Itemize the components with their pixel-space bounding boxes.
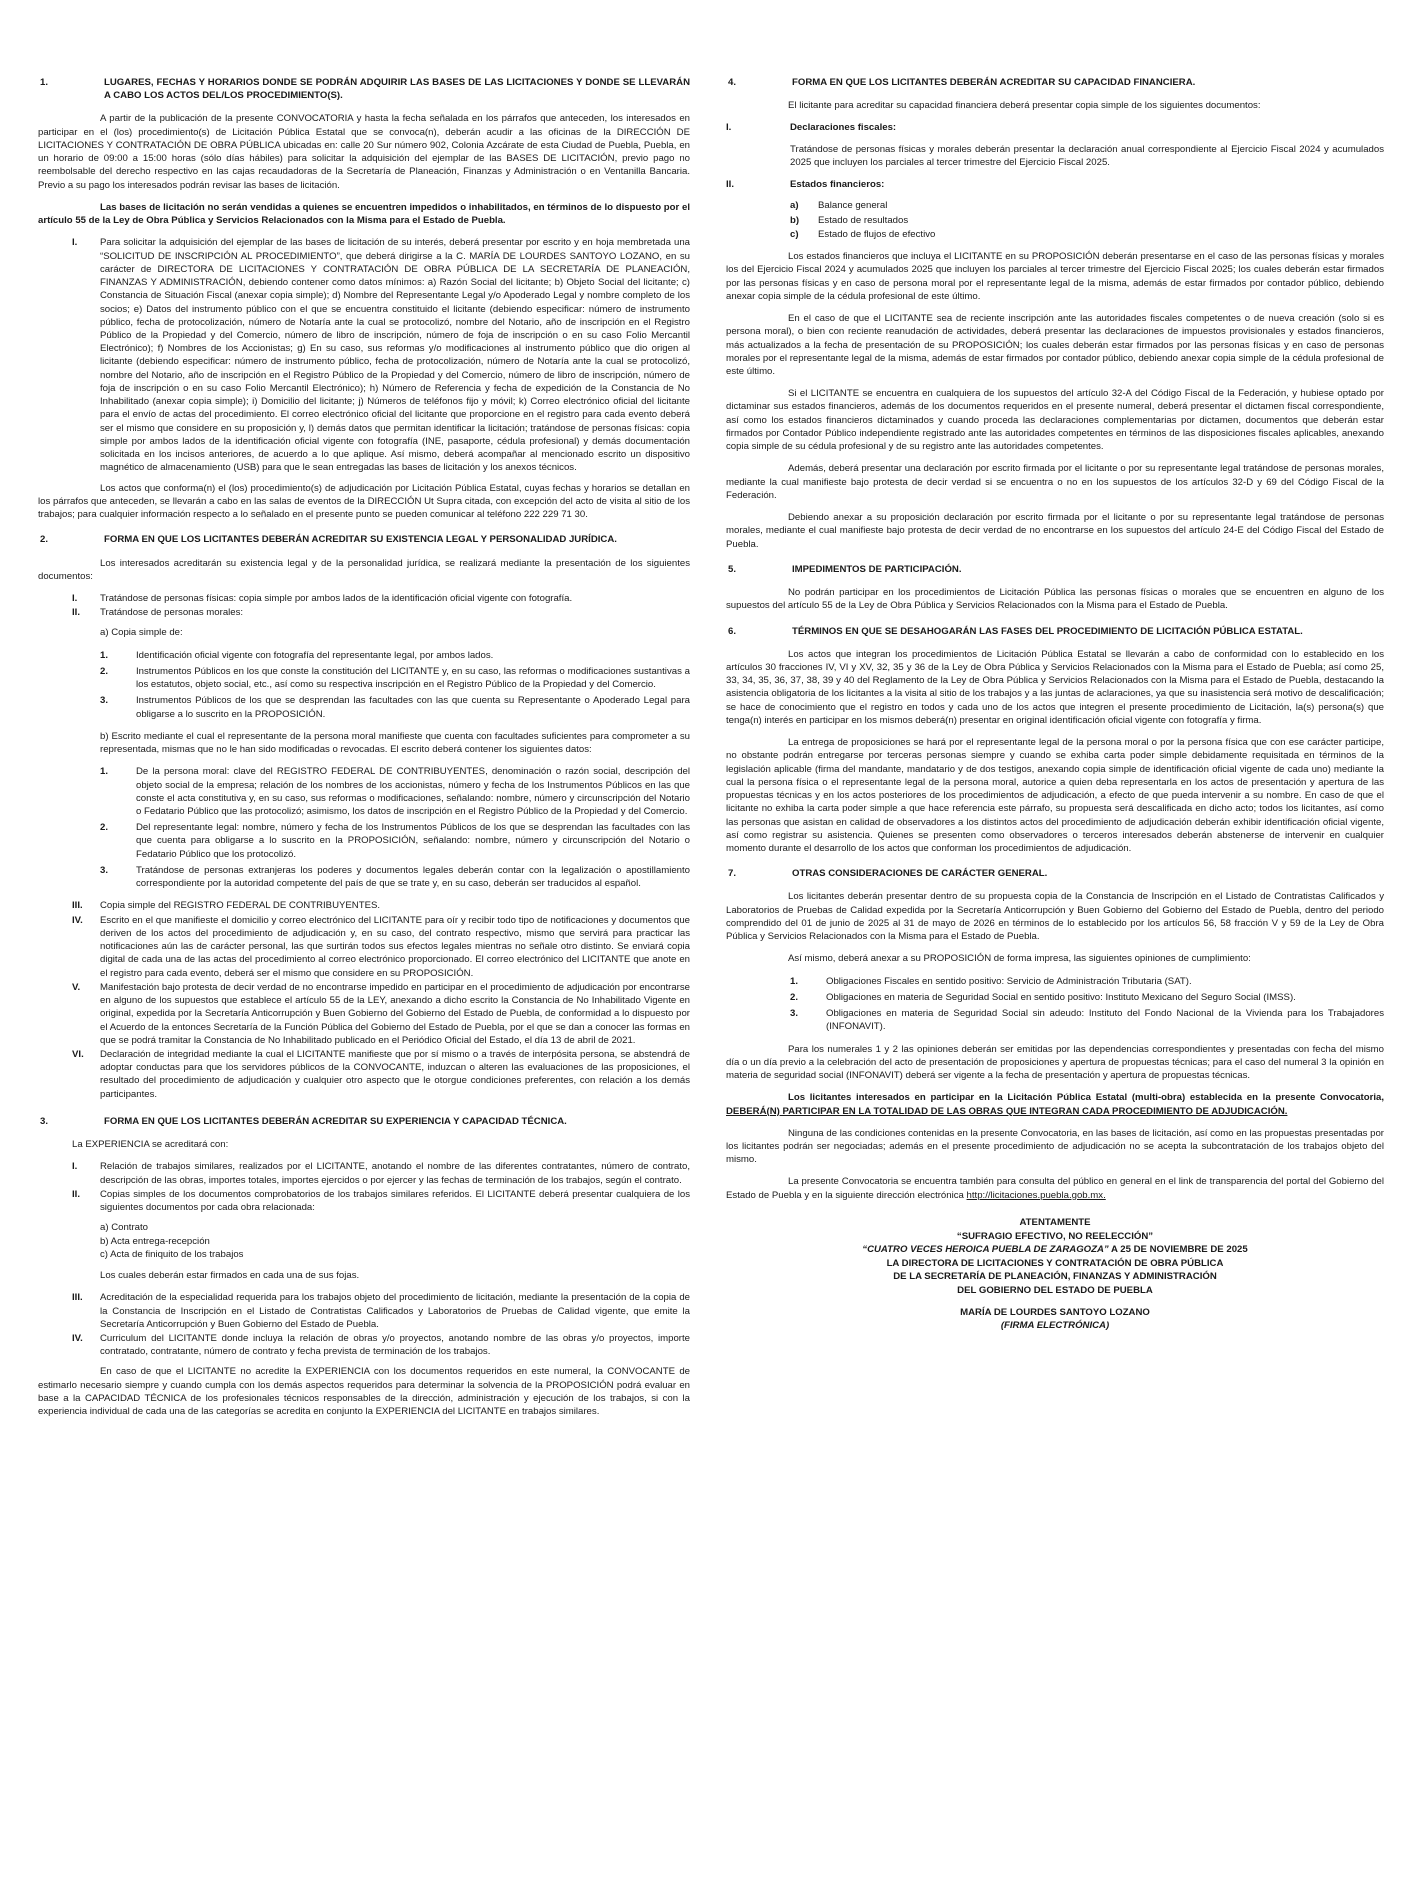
section-7-paragraph-4: Los licitantes interesados en participar en la Licitación Pública Estatal (multi-obra) establecida en la presente Convocatoria, DEBERÁ(N) PARTICIPAR EN LA TOTALIDAD DE LAS OBRAS QUE INTEGRAN CADA PROCEDIMIENTO DE ADJUDICACIÓN.	[726, 1092, 1384, 1117]
section-7-paragraph-3: Para los numerales 1 y 2 las opiniones deberán ser emitidas por las dependencias correspondientes y presentadas con fecha del mismo día o un día previo a la celebración del acto de presentación de proposiciones y apertura de propuestas técnicas; para el caso del numeral 3 la opinión en materia de seguridad social (INFONAVIT) deberá ser vigente a la fecha de presentación y apertura de propuestas técnicas.	[726, 1043, 1384, 1082]
sign-place-date: “CUATRO VECES HEROICA PUEBLA DE ZARAGOZA” A 25 DE NOVIEMBRE DE 2025	[862, 1244, 1248, 1256]
section-2-intro: Los interesados acreditarán su existencia legal y de la personalidad jurídica, se realizará mediante la presentación de los siguientes documentos:	[38, 557, 690, 582]
section-2-item-ii: II. Tratándose de personas morales:	[72, 607, 244, 619]
section-3-intro: La EXPERIENCIA se acreditará con:	[72, 1139, 229, 1151]
section-1-item-i: I. Para solicitar la adquisición del ejemplar de las bases de licitación de su interés, deberá presentar por escrito y en hoja membretada una “SOLICITUD DE INSCRIPCIÓN AL PROCEDIMIENTO”, que deberá dirigirse a la C. MARÍA DE LOURDES SANTOYO LOZANO, en su carácter de DIRECTORA DE LICITACIONES Y CONTRATACIÓN DE OBRA PÚBLICA DE LA SECRETARÍA DE PLANEACIÓN, FINANZAS Y ADMINISTRACIÓN, debiendo contener como datos mínimos: a) Razón Social del licitante; b) Objeto Social del licitante; c) Constancia de Situación Fiscal (anexar copia simple); d) Nombre del Representante Legal y/o Apoderado Legal y nombre completo de los socios; e) Datos del instrumento público con el que se encuentra constituido el licitante (debiendo especificar: número de instrumento público, fecha de protocolización, número de Notaría ante la cual se protocolizó, nombre del Notario, año de inscripción en el Registro Público de la Propiedad y del Comercio, número de libro de inscripción, número de foja de inscripción o en su caso Folio Mercantil Electrónico); f) Nombres de los Accionistas; g) En su caso, sus reformas y/o modificaciones al instrumento público que dio origen al licitante (debiendo especificar: número de instrumento público, fecha de protocolización, número de Notaría ante la cual se protocolizó, nombre del Notario, año de inscripción en el Registro Público de la Propiedad y del Comercio, número de libro de inscripción, número de foja de inscripción o en su caso Folio Mercantil Electrónico); h) Número de Referencia y fecha de expedición de la Constancia de No Inhabilitado (anexar copia simple); i) Domicilio del licitante; j) Números de teléfonos fijo y móvil; k) Correo electrónico oficial del licitante para el envío de actas del procedimiento. El correo electrónico oficial del licitante que proporcione en el registro para cada evento deberá ser el mismo que considere en su proposición y, l) demás datos que permitan identificar la licitación; tratándose de personas físicas: copia simple por ambos lados de la identificación oficial vigente con fotografía (INE, pasaporte, cédula profesional) y demás documentación solicitada en los incisos anteriores, de acuerdo a lo que aplique. Así mismo, deberá acompañar al mencionado escrito un dispositivo magnético de almacenamiento (USB) para que le sean entregadas las bases de licitación y los anexos técnicos.	[72, 237, 690, 474]
section-2-item-vi: VI. Declaración de integridad mediante la cual el LICITANTE manifieste que por sí mismo o a través de interpósita persona, se abstendrá de adoptar conductas para que los servidores públicos de la CONVOCANTE, induzcan o alteren las evaluaciones de las proposiciones, el resultado del procedimiento de adjudicación y cualquier otro aspecto que le otorgue condiciones preferentes, con relación a los demás participantes.	[72, 1049, 690, 1100]
section-2-b-item-1: 1. De la persona moral: clave del REGISTRO FEDERAL DE CONTRIBUYENTES, denominación o razón social, descripción del objeto social de la empresa; relación de los nombres de los accionistas, número y fecha de los Instrumentos Públicos en las que conste el acta constitutiva y, en su caso, sus reformas o modificaciones, señalando: nombre, número y circunscripción del Notario o Fedatario Público que las protocolizó; asimismo, los datos de inscripción en el Registro Público de la Propiedad y del Comercio.	[100, 766, 690, 818]
section-7-paragraph-2: Así mismo, deberá anexar a su PROPOSICIÓN de forma impresa, las siguientes opiniones de cumplimiento:	[788, 953, 1251, 965]
sign-name: MARÍA DE LOURDES SANTOYO LOZANO	[960, 1306, 1150, 1318]
section-4-paragraph-3: Si el LICITANTE se encuentra en cualquiera de los supuestos del artículo 32-A del Código Fiscal de la Federación, y hubiese optado por dictaminar sus estados financieros, además de los documentos requeridos en el presente numeral, deberá presentar el dictamen fiscal correspondiente, así como los estados financieros dictaminados y cuando proceda las declaraciones complementarias por dictamen, documentos que deberán estar firmados por Contador Público independiente registrado ante las autoridades competentes en términos de las disposiciones fiscales aplicables, anexando copia simple de su cédula profesional y de su registro ante las autoridades competentes.	[726, 388, 1384, 453]
section-2-a-title: a) Copia simple de:	[100, 627, 183, 639]
section-3-item-iv: IV. Curriculum del LICITANTE donde incluya la relación de obras y/o proyectos, anotando nombre de las obras y/o proyectos, importe contratado, contratante, número de contrato y fecha prevista de terminación de los trabajos.	[72, 1332, 690, 1358]
sign-atentamente: ATENTAMENTE	[1019, 1216, 1091, 1228]
section-4-item-ii-title: II. Estados financieros:	[726, 179, 885, 191]
section-4-paragraph-1: Los estados financieros que incluya el LICITANTE en su PROPOSICIÓN deberán presentarse en el caso de las personas físicas y morales los del Ejercicio Fiscal 2024 y acumulados 2025 que incluyen los parciales al tercer trimestre del Ejercicio Fiscal 2025; los cuales deberán estar firmados por las personas físicas y en caso de persona moral por el representante legal de la misma, además de estar firmados por contador público, debiendo anexar copia simple de la cédula profesional de este último.	[726, 251, 1384, 302]
section-2-b-item-2: 2. Del representante legal: nombre, número y fecha de los Instrumentos Públicos de los que se desprendan las facultades con las que cuenta para obligarse a lo suscrito en la PROPOSICIÓN, señalando: nombre, número y circunscripción del Notario o Fedatario Público que los protocolizó.	[100, 822, 690, 860]
section-6-paragraph-2: La entrega de proposiciones se hará por el representante legal de la persona moral o por la persona física que con ese carácter participe, no obstante podrán entregarse por terceras personas siempre y cuando se exhiba carta poder simple debidamente requisitada en términos de la legislación aplicable (firma del mandante, mandatario y de dos testigos, anexando copia simple de identificación oficial vigente de cada uno) mediante la cual la persona física o el representante legal de la persona moral, autorice a quien deba representarla en los actos de presentación y apertura de las propuestas técnicas y en los actos posteriores de los procedimientos de adjudicación, a efecto de que pueda intervenir a su nombre. En caso de que el licitante no exhiba la carta poder simple a que hace referencia este párrafo, su propuesta será descalificada en dicho acto; todos los licitantes, así como las personas que asistan en calidad de observadores a los distintos actos del procedimiento de adjudicación deberán exhibir identificación oficial vigente, así como registrar su asistencia. Quienes se presenten como observadores o terceros interesados deberán abstenerse de intervenir en cualquier momento durante el desarrollo de los actos que conforman los procedimientos de adjudicación.	[726, 737, 1384, 855]
section-3-doc-b: b) Acta entrega-recepción	[100, 1235, 210, 1247]
section-7-heading: 7. OTRAS CONSIDERACIONES DE CARÁCTER GENERAL.	[728, 868, 1048, 880]
section-3-closing: En caso de que el LICITANTE no acredite la EXPERIENCIA con los documentos requeridos en este numeral, la CONVOCANTE de estimarlo necesario siempre y cuando cumpla con los demás aspectos requeridos para determinar la solvencia de la PROPOSICIÓN podrá evaluar en base a la CAPACIDAD TÉCNICA de los profesionales técnicos responsables de la dirección, administración y ejecución de los trabajos, si con la experiencia individual de cada una de las categorías se acredita en conjunto la EXPERIENCIA del LICITANTE en trabajos similares.	[38, 1366, 690, 1418]
statement-b: Estado de resultados	[818, 214, 909, 226]
section-2-a-item-3: 3. Instrumentos Públicos de los que se desprendan las facultades con las que cuenta su Representante o Apoderado Legal para obligarse a lo suscrito en la PROPOSICIÓN.	[100, 695, 690, 720]
section-3-doc-c: c) Acta de finiquito de los trabajos	[100, 1248, 244, 1260]
opinion-2: Obligaciones en materia de Seguridad Social en sentido positivo: Instituto Mexicano del Seguro Social (IMSS).	[826, 991, 1296, 1003]
section-3-documents	[38, 1221, 690, 1261]
section-4-financial-statements: a) Balance general b) Estado de resultados c) Estado de flujos de efectivo	[726, 199, 1384, 241]
section-2-b-item-3: 3. Tratándose de personas extranjeras los poderes y documentos legales deberán contar con la legalización o apostillamiento correspondiente por la autoridad competente del país de que se trate y, en su caso, deberán ser traducidos al español.	[100, 864, 690, 890]
signature-block	[726, 1216, 1384, 1333]
section-4-paragraph-4: Además, deberá presentar una declaración por escrito firmada por el licitante o por su representante legal tratándose de personas morales, mediante la cual manifieste bajo protesta de decir verdad si se encuentra o no en los supuestos de los artículos 32-D y 69 del Código Fiscal de la Federación.	[726, 463, 1384, 501]
section-4-paragraph-5: Debiendo anexar a su proposición declaración por escrito firmada por el licitante o por su representante legal tratándose de personas morales, mediante el cual manifieste bajo protesta de decir verdad de no encontrarse en los supuestos del artículo 24-E del Código Fiscal del Estado de Puebla.	[726, 512, 1384, 550]
section-1-paragraph-1: A partir de la publicación de la presente CONVOCATORIA y hasta la fecha señalada en los párrafos que anteceden, los interesados en participar en el (los) procedimiento(s) de Licitación Pública Estatal que se convoca(n), deberán acudir a las oficinas de la DIRECCIÓN DE LICITACIONES Y CONTRATACIÓN DE OBRA PÚBLICA ubicadas en: calle 20 Sur número 902, Colonia Azcárate de esta Ciudad de Puebla, Puebla, en un horario de 09:00 a 15:00 horas (sólo días hábiles) para solicitar la adquisición del ejemplar de las BASES DE LICITACIÓN, previo pago no reembolsable del derecho respectivo en las cajas recaudadoras de la Secretaría de Planeación, Finanzas y Administración o en Ventanilla Bancaria. Previo a su pago los interesados podrán revisar las bases de licitación.	[38, 113, 690, 191]
section-5-heading: 5. IMPEDIMENTOS DE PARTICIPACIÓN.	[728, 563, 962, 575]
section-4-paragraph-2: En el caso de que el LICITANTE sea de reciente inscripción ante las autoridades fiscales competentes o de nueva creación (solo si es persona moral), o bien con reciente reanudación de actividades, deberá presentar las declaraciones de impuestos provisionales y estados financieros, más actualizados a la fecha de presentación de su PROPOSICIÓN; los cuales deberán estar firmados por las personas físicas y en caso de personas morales por el representante legal de la misma, además de estar firmados por contador público, debiendo anexar copia simple de la cédula profesional de este último.	[726, 313, 1384, 377]
sign-title-3: DEL GOBIERNO DEL ESTADO DE PUEBLA	[957, 1284, 1153, 1296]
section-2-item-iv: IV. Escrito en el que manifieste el domicilio y correo electrónico del LICITANTE para oír y recibir todo tipo de notificaciones y documentos que deriven de los actos del procedimiento de adjudicación y, en su caso, del contrato respectivo, mismo que servirá para practicar las notificaciones aún las de carácter personal, las que surtirán todos sus efectos legales mientras no señale otro distinto. Se enviará copia digital de cada una de las actas del procedimiento al correo electrónico proporcionado. El correo electrónico del LICITANTE que anote en el registro para cada evento, deberá ser el mismo que considere en su PROPOSICIÓN.	[72, 914, 690, 979]
section-2-heading: 2. FORMA EN QUE LOS LICITANTES DEBERÁN ACREDITAR SU EXISTENCIA LEGAL Y PERSONALIDAD JURÍDICA.	[40, 534, 617, 546]
opinion-3: Obligaciones en materia de Seguridad Social sin adeudo: Instituto del Fondo Nacional de la Vivienda para los Trabajadores (INFONAVIT).	[826, 1008, 1384, 1033]
section-1-heading: 1. LUGARES, FECHAS Y HORARIOS DONDE SE PODRÁN ADQUIRIR LAS BASES DE LAS LICITACIONES Y DONDE SE LLEVARÁN A CABO LOS ACTOS DEL/LOS PROCEDIMIENTO(S).	[40, 77, 690, 102]
section-3-heading: 3. FORMA EN QUE LOS LICITANTES DEBERÁN ACREDITAR SU EXPERIENCIA Y CAPACIDAD TÉCNICA.	[40, 1115, 567, 1127]
section-4-item-i-title: I. Declaraciones fiscales:	[726, 122, 897, 134]
section-2-a-item-2: 2. Instrumentos Públicos en los que conste la constitución del LICITANTE y, en su caso, las reformas o modificaciones sustantivas a los estatutos, objeto social, etc., así como su respectiva inscripción en el Registro Público de la Propiedad y del Comercio.	[100, 665, 690, 691]
sign-motto: “SUFRAGIO EFECTIVO, NO REELECCIÓN”	[956, 1230, 1154, 1242]
section-2-a-item-1: 1. Identificación oficial vigente con fotografía del representante legal, por ambos lados.	[100, 649, 494, 661]
section-2-item-iii: III. Copia simple del REGISTRO FEDERAL DE CONTRIBUYENTES.	[72, 900, 381, 912]
multi-obra-requirement: DEBERÁ(N) PARTICIPAR EN LA TOTALIDAD DE LAS OBRAS QUE INTEGRAN CADA PROCEDIMIENTO DE ADJUDICACIÓN.	[726, 1105, 1288, 1117]
sign-title-1: LA DIRECTORA DE LICITACIONES Y CONTRATACIÓN DE OBRA PÚBLICA	[886, 1257, 1224, 1269]
section-3-doc-a: a) Contrato	[100, 1222, 148, 1234]
section-1-paragraph-3: Los actos que conforma(n) el (los) procedimiento(s) de adjudicación por Licitación Pública Estatal, cuyas fechas y horarios se detallan en los párrafos que anteceden, se llevarán a cabo en las salas de eventos de la DIRECCIÓN Ut Supra citada, con excepción del acto de visita al sitio de los trabajos; para cualquier información respecto a lo señalado en el presente punto se pueden comunicar al teléfono 222 229 71 30.	[38, 482, 690, 521]
section-4-item-i-text: Tratándose de personas físicas y morales deberán presentar la declaración anual correspondiente al Ejercicio Fiscal 2024 y acumulados 2025 que incluyen los parciales al tercer trimestre del Ejercicio Fiscal 2025.	[790, 143, 1384, 168]
section-4-heading: 4. FORMA EN QUE LOS LICITANTES DEBERÁN ACREDITAR SU CAPACIDAD FINANCIERA.	[728, 77, 1196, 88]
section-3-item-ii: II. Copias simples de los documentos comprobatorios de los trabajos similares referidos. El LICITANTE deberá presentar cualquiera de los siguientes documentos por cada obra relacionada:	[72, 1188, 690, 1214]
sign-title-2: DE LA SECRETARÍA DE PLANEACIÓN, FINANZAS Y ADMINISTRACIÓN	[893, 1271, 1217, 1283]
section-2-item-i: I. Tratándose de personas físicas: copia simple por ambos lados de la identificación oficial vigente con fotografía.	[72, 592, 573, 604]
section-6-heading: 6. TÉRMINOS EN QUE SE DESAHOGARÁN LAS FASES DEL PROCEDIMIENTO DE LICITACIÓN PÚBLICA ESTATAL.	[728, 625, 1303, 637]
section-1-paragraph-2: Las bases de licitación no serán vendidas a quienes se encuentren impedidos o inhabilitados, en términos de lo dispuesto por el artículo 55 de la Ley de Obra Pública y Servicios Relacionados con la Misma para el Estado de Puebla.	[38, 201, 690, 227]
section-3-item-iii: III. Acreditación de la especialidad requerida para los trabajos objeto del procedimiento de licitación, mediante la presentación de la copia de la Constancia de Inscripción en el Listado de Contratistas Calificados y Laboratorios de Pruebas de Calidad vigente, que emite la Secretaría Anticorrupción y Buen Gobierno del Estado de Puebla.	[72, 1292, 690, 1330]
section-2-item-v: V. Manifestación bajo protesta de decir verdad de no encontrarse impedido en participar en el procedimiento de adjudicación por encontrarse en alguno de los supuestos que establece el artículo 55 de la LEY, anexando a dicho escrito la Constancia de No Inhabilitado Vigente en original, expedida por la Secretaría Anticorrupción y Buen Gobierno del Gobierno del Estado de Puebla, de conformidad a lo dispuesto por el Acuerdo de la entonces Secretaría de la Función Pública del Gobierno del Estado de Puebla, por el que se dan a conocer las formas en que se podrá tramitar la Constancia de No Inhabilitado publicado en el Periódico Oficial del Estado, el día 13 de abril de 2021.	[72, 981, 690, 1046]
opinion-1: Obligaciones Fiscales en sentido positivo: Servicio de Administración Tributaria (SAT).	[826, 975, 1192, 987]
section-7-paragraph-1: Los licitantes deberán presentar dentro de su propuesta copia de la Constancia de Inscripción en el Listado de Contratistas Calificados y Laboratorios de Pruebas de Calidad expedida por la Secretaría Anticorrupción y Buen Gobierno del Gobierno del Estado de Puebla, dentro del periodo comprendido del 01 de junio de 2025 al 31 de mayo de 2026 en términos de lo establecido por los artículos 56, 58 fracción V y 59 de la Ley de Obra Pública y Servicios Relacionados con la Misma para el Estado de Puebla.	[726, 891, 1384, 943]
licitaciones-link[interactable]: http://licitaciones.puebla.gob.mx.	[966, 1189, 1106, 1201]
section-7-paragraph-5: Ninguna de las condiciones contenidas en la presente Convocatoria, en las bases de licitación, así como en las propuestas presentadas por los licitantes podrán ser negociadas; además en el presente procedimiento de adjudicación no se acepta la subcontratación de los trabajos objeto del mismo.	[726, 1127, 1384, 1166]
left-column	[38, 76, 690, 1427]
section-3-fojas: Los cuales deberán estar firmados en cada una de sus fojas.	[100, 1270, 360, 1282]
sign-electronic: (FIRMA ELECTRÓNICA)	[1000, 1320, 1110, 1332]
statement-a: Balance general	[818, 200, 888, 212]
statement-c: Estado de flujos de efectivo	[818, 228, 936, 240]
section-4-intro: El licitante para acreditar su capacidad financiera deberá presentar copia simple de los siguientes documentos:	[788, 100, 1261, 112]
right-column	[726, 76, 1384, 1333]
section-2-b-title: b) Escrito mediante el cual el representante de la persona moral manifieste que cuenta con facultades suficientes para comprometer a su representada, mismas que no le han sido modificadas o revocadas. El escrito deberá contener los siguientes datos:	[100, 730, 690, 756]
section-3-item-i: I. Relación de trabajos similares, realizados por el LICITANTE, anotando el nombre de las diferentes contratantes, número de contrato, descripción de las obras, importes totales, importes ejercidos o por ejercer y las fechas de terminación de los trabajos, según el contrato.	[72, 1161, 690, 1186]
section-5-paragraph-1: No podrán participar en los procedimientos de Licitación Pública las personas físicas o morales que se encuentren en alguno de los supuestos del artículo 55 de la Ley de Obra Pública y Servicios Relacionados con la Misma para el Estado de Puebla.	[726, 587, 1384, 612]
section-6-paragraph-1: Los actos que integran los procedimientos de Licitación Pública Estatal se llevarán a cabo de conformidad con lo establecido en los artículos 30 fracciones IV, VI y XV, 32, 35 y 36 de la Ley de Obra Pública y Servicios Relacionados con la Misma para el Estado de Puebla; así como 25, 33, 34, 35, 36, 37, 38, 39 y 40 del Reglamento de la Ley de Obra Pública y Servicios Relacionados con la Misma para el Estado de Puebla, destacando la asistencia obligatoria de los licitantes a la visita al sitio de los trabajos y a las juntas de aclaraciones, ya que su inasistencia será motivo de descalificación; se hace de conocimiento que el registro en todos y cada uno de los actos que integren el presente procedimiento de Licitación, la(s) persona(s) que tenga(n) interés en participar en los mismos deberá(n) presentar en original identificación oficial vigente con fotografía y firma.	[726, 648, 1384, 726]
section-7-opinions: 1. Obligaciones Fiscales en sentido positivo: Servicio de Administración Tributaria (SAT). 2. Obligaciones en materia de Seguridad Social en sentido positivo: Instituto Mexicano del Seguro Social (IMSS). 3. Obligaciones en materia de Seguridad Social sin adeudo: Instituto del Fondo Nacional de la Vivienda para los Trabajadores (INFONAVIT).	[790, 975, 1384, 1033]
section-7-paragraph-6: La presente Convocatoria se encuentra también para consulta del público en general en el link de transparencia del portal del Gobierno del Estado de Puebla y en la siguiente dirección electrónica http://licitaciones.puebla.gob.mx.	[726, 1176, 1384, 1201]
